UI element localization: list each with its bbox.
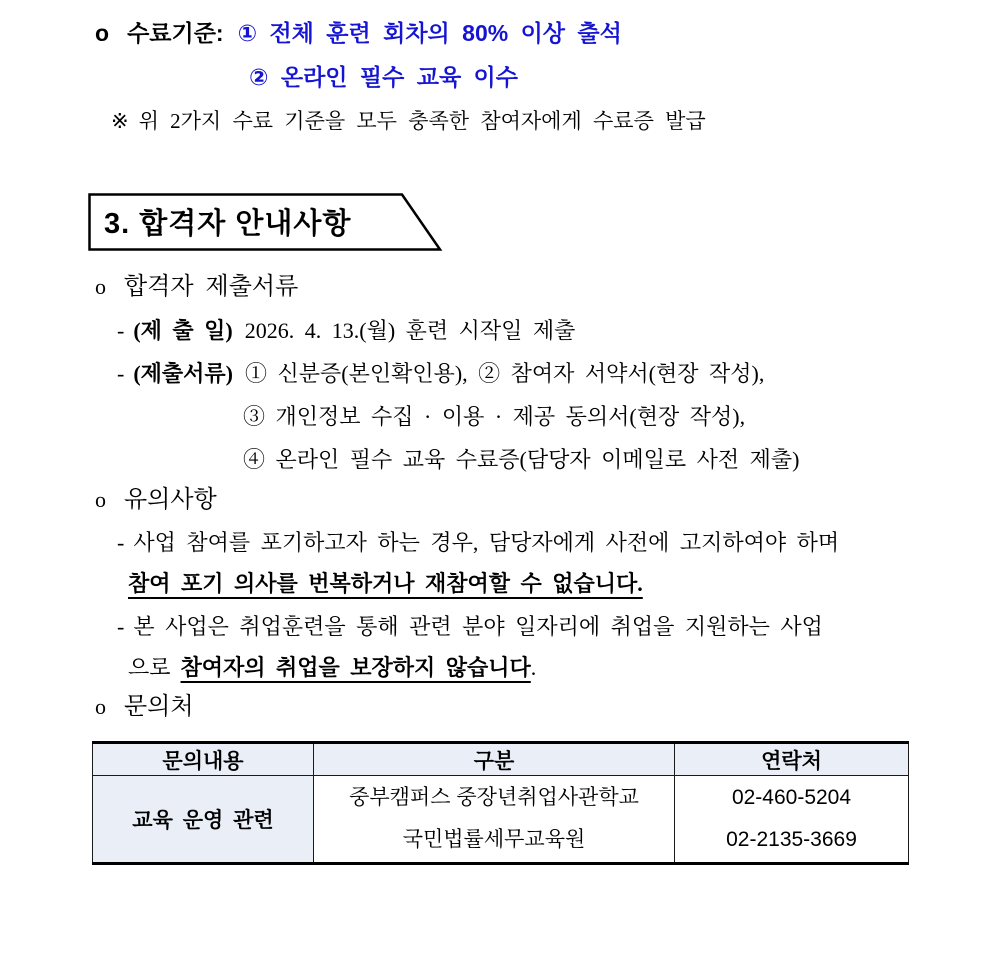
contact-heading-line (95, 690, 194, 724)
completion-criteria-line1 (95, 16, 622, 50)
completion-item-2: ② 온라인 필수 교육 이수 (249, 64, 518, 90)
caution-2-suffix: . (530, 655, 537, 680)
header-inquiry-content: 문의내용 (93, 743, 314, 776)
completion-item-1: ① 전체 훈련 회차의 80% 이상 출석 (237, 20, 622, 46)
caution-2-line1 (117, 610, 823, 644)
section-3-banner (88, 193, 444, 251)
caution-1-text: 사업 참여를 포기하고자 하는 경우, 담당자에게 사전에 고지하여야 하며 (133, 530, 840, 555)
header-division: 구분 (314, 743, 675, 776)
cell-organization (314, 776, 675, 864)
contact-table (92, 741, 909, 865)
documents-heading-line (95, 270, 298, 304)
reference-mark: ※ (111, 109, 129, 133)
caution-2-emphasis: 참여자의 취업을 보장하지 않습니다 (180, 655, 531, 680)
contact-table-row (93, 776, 909, 864)
dash-marker: - (117, 361, 125, 386)
docs-list-line1 (117, 357, 764, 391)
section-3-title: 3. 합격자 안내사항 (104, 207, 352, 240)
contact-table-header-row (93, 743, 909, 776)
docs-list-line3 (243, 443, 799, 477)
bullet-marker: o (95, 274, 106, 299)
docs-label: (제출서류) (133, 361, 233, 386)
completion-note-line (111, 104, 706, 138)
submit-date-text: 2026. 4. 13.(월) 훈련 시작일 제출 (244, 318, 576, 343)
caution-1-line1 (117, 526, 839, 560)
phone-line2: 02-2135-3669 (726, 828, 857, 851)
caution-1-emphasis: 참여 포기 의사를 번복하거나 재참여할 수 없습니다. (128, 571, 643, 596)
organization-line1: 중부캠퍼스 중장년취업사관학교 (349, 786, 639, 809)
dash-marker: - (117, 614, 125, 639)
cell-phone (675, 776, 909, 864)
cautions-heading-line (95, 483, 217, 517)
docs-items-1-2: ① 신분증(본인확인용), ② 참여자 서약서(현장 작성), (245, 361, 765, 386)
submit-date-label: (제 출 일) (133, 318, 233, 343)
caution-1-line2 (128, 567, 643, 601)
cell-category: 교육 운영 관련 (93, 776, 314, 864)
submit-date-line (117, 314, 575, 348)
phone-line1: 02-460-5204 (731, 786, 852, 809)
header-contact-number: 연락처 (675, 743, 909, 776)
docs-list-line2 (243, 400, 745, 434)
completion-note-text: 위 2가지 수료 기준을 모두 충족한 참여자에게 수료증 발급 (138, 109, 706, 133)
caution-2-text: 본 사업은 취업훈련을 통해 관련 분야 일자리에 취업을 지원하는 사업 (133, 614, 823, 639)
contact-heading: 문의처 (124, 694, 194, 720)
cautions-heading: 유의사항 (124, 487, 217, 513)
dash-marker: - (117, 318, 125, 343)
documents-heading: 합격자 제출서류 (124, 274, 299, 300)
completion-criteria-line2 (249, 60, 518, 94)
caution-2-prefix: 으로 (128, 655, 171, 680)
bullet-marker: o (95, 694, 106, 719)
completion-label: 수료기준: (127, 20, 224, 46)
organization-line2: 국민법률세무교육원 (402, 828, 586, 851)
dash-marker: - (117, 530, 125, 555)
caution-2-line2 (128, 651, 536, 685)
docs-item-4: ④ 온라인 필수 교육 수료증(담당자 이메일로 사전 제출) (243, 447, 800, 472)
docs-item-3: ③ 개인정보 수집 · 이용 · 제공 동의서(현장 작성), (243, 404, 746, 429)
bullet-marker: o (95, 20, 110, 46)
bullet-marker: o (95, 487, 106, 512)
